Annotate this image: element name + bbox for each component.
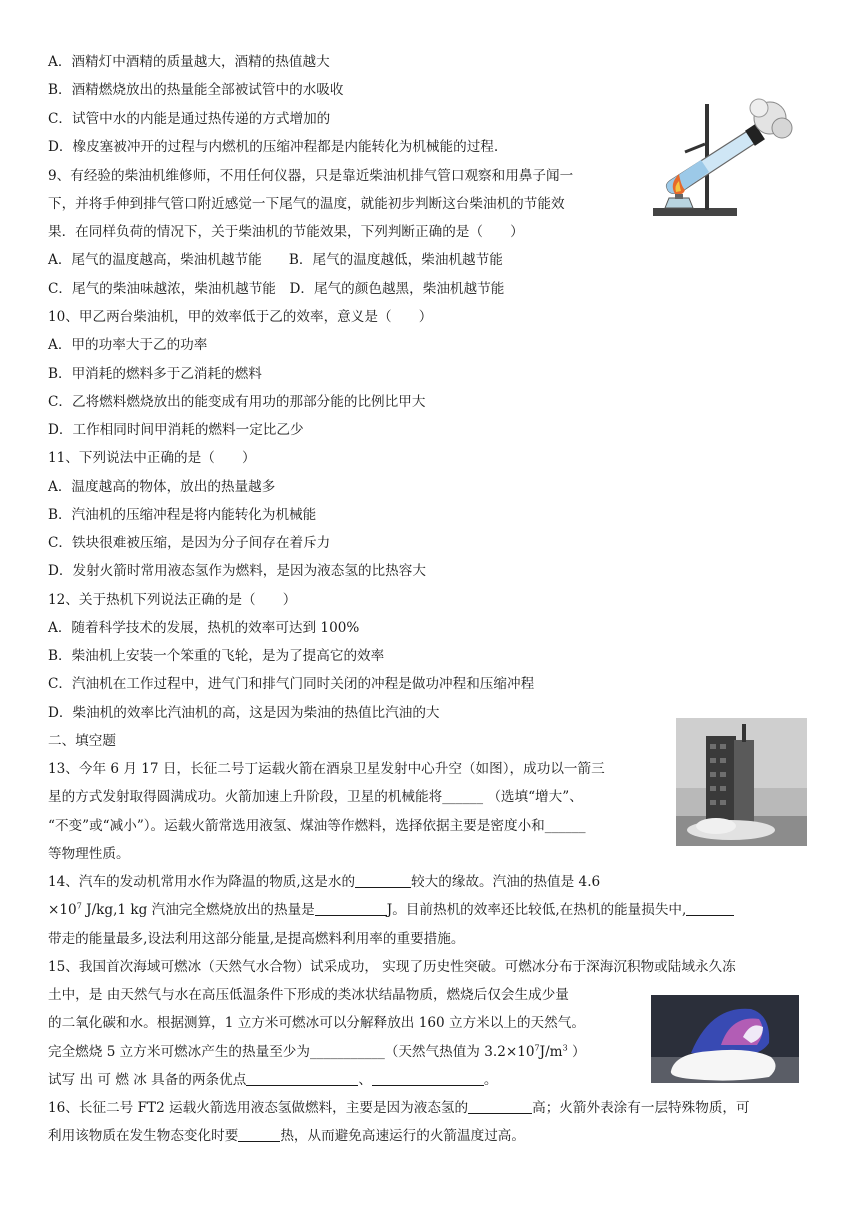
q10-option-a: A．甲的功率大于乙的功率	[48, 337, 208, 353]
q9-stem-line-3: 果．在同样负荷的情况下，关于柴油机的节能效果，下列判断正确的是（ ）	[48, 224, 524, 240]
q12-option-a: A．随着科学技术的发展，热机的效率可达到 100%	[48, 620, 360, 636]
q9-stem-line-1: 9、有经验的柴油机维修师，不用任何仪器，只是靠近柴油机排气管口观察和用鼻子闻一	[48, 168, 574, 184]
q15-exponent-2: 3	[562, 1043, 568, 1053]
q15-exponent-1: 7	[534, 1043, 540, 1053]
q15-line-1: 15、我国首次海域可燃冰（天然气水合物）试采成功， 实现了历史性突破。可燃冰分布于深海沉积物或陆域永久冻	[48, 959, 736, 975]
q13-line-3	[48, 816, 586, 836]
q15-line-3: 的二氧化碳和水。根据测算，1 立方米可燃冰可以分解释放出 160 立方米以上的天然气。	[48, 1015, 585, 1031]
q12-stem: 12、关于热机下列说法正确的是（ ）	[48, 592, 297, 608]
q14-answer-blank-2[interactable]	[315, 901, 387, 916]
q11-option-a: A．温度越高的物体，放出的热量越多	[48, 479, 276, 495]
q16-answer-blank-1[interactable]	[468, 1099, 532, 1114]
q11-option-b: B．汽油机的压缩冲程是将内能转化为机械能	[48, 507, 317, 523]
q14-line-1	[48, 872, 600, 892]
q16-answer-blank-2[interactable]	[238, 1127, 280, 1142]
q13-answer-blank-2[interactable]: ______	[544, 818, 586, 834]
q9-stem-line-2: 下，并将手伸到排气管口附近感觉一下尾气的温度，就能初步判断这台柴油机的节能效	[48, 196, 565, 212]
q14-line-2	[48, 900, 734, 920]
rocket-launch-photo	[676, 718, 807, 846]
q14-answer-blank-1[interactable]	[355, 873, 411, 888]
q15-line-4-heat-value: （天然气热值为 3.2×10	[384, 1044, 535, 1060]
q15-answer-blank-1[interactable]: ___________	[309, 1044, 385, 1060]
q8-option-a: A．酒精灯中酒精的质量越大，酒精的热值越大	[48, 54, 330, 70]
q12-option-d: D．柴油机的效率比汽油机的高，这是因为柴油的热值比汽油的大	[48, 705, 440, 721]
q10-option-d: D．工作相同时间甲消耗的燃料一定比乙少	[48, 422, 304, 438]
q11-option-d: D．发射火箭时常用液态氢作为燃料，是因为液态氢的比热容大	[48, 563, 426, 579]
q9-options-row-2: C．尾气的柴油味越浓，柴油机越节能 D．尾气的颜色越黑，柴油机越节能	[48, 281, 505, 297]
q16-line-2-tail: 热，从而避免高速运行的火箭温度过高。	[280, 1128, 525, 1144]
q14-line-2-text: ×10	[48, 902, 77, 918]
q8-option-d: D．橡皮塞被冲开的过程与内燃机的压缩冲程都是内能转化为机械能的过程.	[48, 139, 499, 155]
q8-option-c: C．试管中水的内能是通过热传递的方式增加的	[48, 111, 331, 127]
q13-line-2-tail: （选填“增大”、	[487, 789, 583, 805]
q14-line-2-mid: J/kg,1 kg 汽油完全燃烧放出的热量是	[81, 902, 315, 918]
q13-line-1: 13、今年 6 月 17 日，长征二号丁运载火箭在酒泉卫星发射中心升空（如图），成功以一箭三	[48, 761, 605, 777]
q15-line-5-text: 试写 出 可 燃 冰 具备的两条优点	[48, 1072, 247, 1088]
q14-answer-blank-3[interactable]	[686, 901, 734, 916]
q15-line-4-text: 完全燃烧 5 立方米可燃冰产生的热量至少为	[48, 1044, 310, 1060]
q8-option-b: B．酒精燃烧放出的热量能全部被试管中的水吸收	[48, 82, 344, 98]
q12-option-c: C．汽油机在工作过程中，进气门和排气门同时关闭的冲程是做功冲程和压缩冲程	[48, 676, 535, 692]
burning-combustible-ice-photo	[651, 995, 799, 1083]
q15-answer-blank-3[interactable]	[372, 1071, 484, 1086]
q14-line-2-tail: J。目前热机的效率还比较低,在热机的能量损失中,	[386, 902, 687, 918]
test-tube-experiment-figure	[645, 96, 795, 224]
q16-line-1-text: 16、长征二号 FT2 运载火箭选用液态氢做燃料，主要是因为液态氢的	[48, 1100, 469, 1116]
q15-line-4	[48, 1042, 586, 1062]
q16-line-2	[48, 1126, 525, 1146]
q15-line-2: 土中，是 由天然气与水在高压低温条件下形成的类冰状结晶物质，燃烧后仅会生成少量	[48, 987, 569, 1003]
section-title-fill-in: 二、填空题	[48, 733, 116, 749]
q11-stem: 11、下列说法中正确的是（ ）	[48, 450, 256, 466]
q13-line-2	[48, 787, 583, 807]
q15-line-4-close: ）	[567, 1044, 586, 1060]
q14-line-1-tail: 较大的缘故。汽油的热值是 4.6	[411, 874, 601, 890]
q10-stem: 10、甲乙两台柴油机，甲的效率低于乙的效率，意义是（ ）	[48, 309, 433, 325]
q9-options-row-1: A．尾气的温度越高，柴油机越节能 B．尾气的温度越低，柴油机越节能	[48, 252, 503, 268]
q12-option-b: B．柴油机上安装一个笨重的飞轮，是为了提高它的效率	[48, 648, 385, 664]
q10-option-c: C．乙将燃料燃烧放出的能变成有用功的那部分能的比例比甲大	[48, 394, 426, 410]
q15-line-5-sep: 、	[358, 1072, 372, 1088]
q13-line-2-text: 星的方式发射取得圆满成功。火箭加速上升阶段，卫星的机械能将______	[48, 789, 483, 805]
q16-line-1	[48, 1098, 750, 1118]
q10-option-b: B．甲消耗的燃料多于乙消耗的燃料	[48, 366, 262, 382]
q15-answer-blank-2[interactable]	[246, 1071, 358, 1086]
q16-line-2-text: 利用该物质在发生物态变化时要	[48, 1128, 239, 1144]
q13-line-3-text: “不变”或“减小”）。运载火箭常选用液氢、煤油等作燃料，选择依据主要是密度小和	[48, 818, 545, 834]
q11-option-c: C．铁块很难被压缩，是因为分子间存在着斥力	[48, 535, 331, 551]
q15-line-4-unit: J/m	[539, 1044, 563, 1060]
q14-line-1-text: 14、汽车的发动机常用水作为降温的物质,这是水的	[48, 874, 356, 890]
q14-line-3: 带走的能量最多,设法利用这部分能量,是提高燃料利用率的重要措施。	[48, 931, 465, 947]
q14-exponent: 7	[76, 901, 82, 911]
q16-line-1-tail: 高；火箭外表涂有一层特殊物质，可	[532, 1100, 750, 1116]
q15-line-5	[48, 1070, 498, 1090]
q13-line-4: 等物理性质。	[48, 846, 130, 862]
q15-line-5-end: 。	[483, 1072, 498, 1088]
